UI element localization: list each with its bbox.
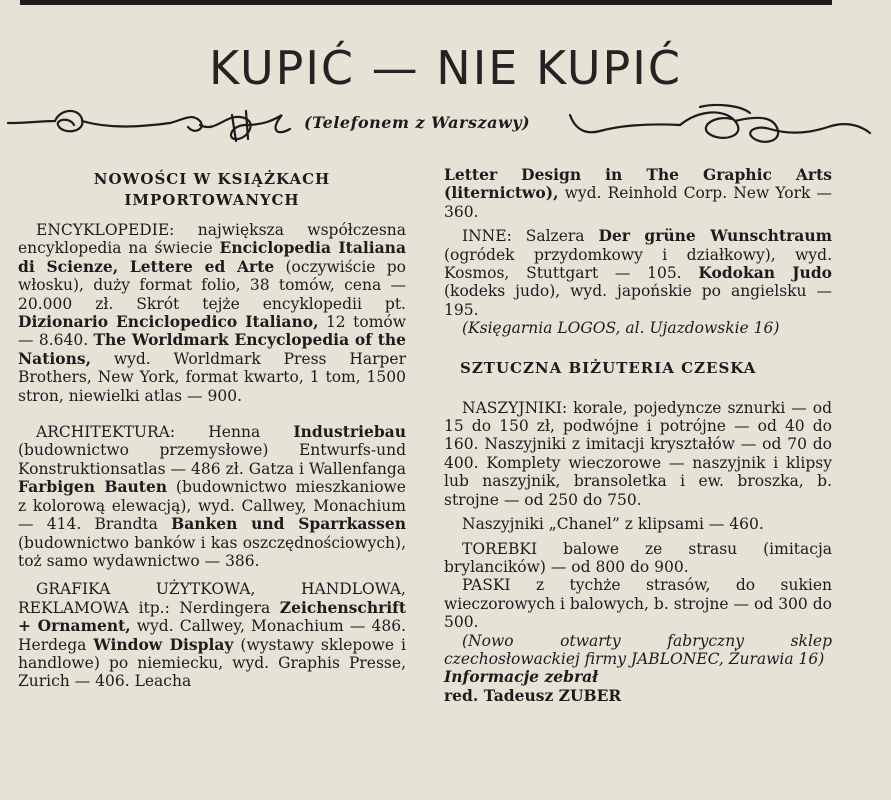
section-heading-jewelry: SZTUCZNA BIŻUTERIA CZESKA (460, 358, 757, 377)
paragraph-torebki: TOREBKI balowe ze strasu (imitacja brylancików) — od 800 do 900. (444, 539, 832, 576)
source-jablonec: (Nowo otwarty fabryczny sklep czechosłowackiej firmy JABLONEC, Żurawia 16) (444, 631, 832, 668)
paragraph-letter-design: Letter Design in The Graphic Arts (liternictwo), wyd. Reinhold Corp. New York — 360. (444, 165, 832, 221)
section-heading-books: NOWOŚCI W KSIĄŻKACH IMPORTOWANYCH (93, 170, 331, 209)
signature-line1: Informacje zebrał (444, 667, 599, 687)
top-rule (20, 0, 832, 5)
paragraph-encyklopedie: ENCYKLOPEDIE: największa współczesna encyklopedia na świecie Enciclopedia Italiana di Scienze, Lettere ed Arte (oczywiście po włosku), duży format folio, 38 tomów, cena — 20.000 zł. Skrót tejże encyklopedii pt. Dizionario Enciclopedico Italiano, 12 tomów — 8.640. The Worldmark Encyclopedia of the Nations, wyd. Worldmark Press Harper Brothers, New York, format kwarto, 1 tom, 1500 stron, niewielki atlas — 900. (18, 221, 407, 405)
paragraph-inne: INNE: Salzera Der grüne Wunschtraum (ogródek przydomkowy i działkowy), wyd. Kosmos, Stuttgart — 105. Kodokan Judo (kodeks judo), wyd. japońskie po angielsku — 195. (444, 226, 833, 319)
paragraph-chanel: Naszyjniki „Chanel” z klipsami — 460. (462, 515, 764, 534)
paragraph-paski: PASKI z tychże strasów, do sukien wieczorowych i balowych, b. strojne — od 300 do 500. (444, 576, 832, 632)
signature-author: red. Tadeusz ZUBER (444, 685, 622, 705)
left-column (18, 163, 406, 691)
page-title: KUPIĆ — NIE KUPIĆ (209, 41, 682, 95)
source-logos: (Księgarnia LOGOS, al. Ujazdowskie 16) (462, 319, 780, 338)
paragraph-grafika: GRAFIKA UŻYTKOWA, HANDLOWA, REKLAMOWA itp.: Nerdingera Zeichenschrift + Ornament, wyd. Callwey, Monachium — 486. Herdega Window Display (wystawy sklepowe i handlowe) po niemiecku, wyd. Graphis Presse, Zurich — 406. Leacha (18, 580, 406, 691)
paragraph-architektura: ARCHITEKTURA: Henna Industriebau (budownictwo przemysłowe) Entwurfs-und Konstruktionsatlas — 486 zł. Gatza i Wallenfanga Farbigen Bauten (budownictwo mieszkaniowe z kolorową elewacją), wyd. Callwey, Monachium — 414. Brandta Banken und Sparrkassen (budownictwo banków i kas oszczędnościowych), toż samo wydawnictwo — 386. (18, 422, 406, 570)
paragraph-naszyjniki: NASZYJNIKI: korale, pojedyncze sznurki — od 15 do 150 zł, podwójne i potrójne — od 40 do 160. Naszyjniki z imitacji kryształów — od 70 do 400. Komplety wieczorowe — naszyjnik i klipsy lub naszyjnik, bransoletka i ew. broszka, b. strojne — od 250 do 750. (444, 398, 832, 509)
subtitle: (Telefonem z Warszawy) (304, 113, 531, 132)
right-column (444, 166, 832, 705)
